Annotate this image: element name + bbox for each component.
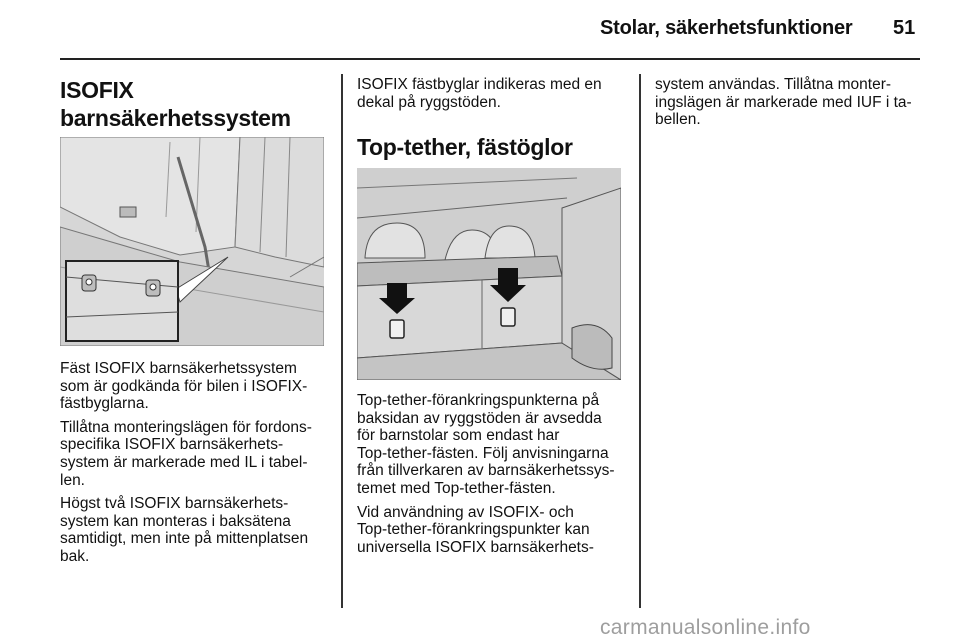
column-divider-2 (639, 74, 641, 608)
column-1-body (60, 360, 334, 572)
column-2-body (357, 392, 637, 562)
cargo-area-drawing (357, 168, 621, 380)
top-tether-paragraph-2: Vid användning av ISOFIX- och Top-tether-förankringspunkter kan universella ISOFIX barnsäkerhets- (357, 503, 594, 556)
running-header-title: Stolar, säkerhetsfunktioner (600, 17, 853, 39)
column-divider-1 (341, 74, 343, 608)
isofix-heading: ISOFIX barnsäkerhetssystem (60, 77, 291, 131)
column-3 (655, 76, 927, 135)
iuf-paragraph: system användas. Tillåtna monter- ingslägen är markerade med IUF i ta- bellen. (655, 76, 912, 129)
watermark: carmanualsonline.info (600, 616, 811, 639)
isofix-paragraph-1: Fäst ISOFIX barnsäkerhetssystem som är godkända för bilen i ISOFIX- fästbyglarna. (60, 360, 308, 413)
top-tether-heading: Top-tether, fästöglor (357, 134, 573, 161)
column-1 (60, 76, 332, 132)
rear-seat-drawing (60, 137, 324, 346)
isofix-seat-illustration (60, 137, 324, 346)
top-tether-illustration (357, 168, 621, 380)
header-rule (60, 58, 920, 60)
isofix-decal-note: ISOFIX fästbyglar indikeras med en dekal på ryggstöden. (357, 76, 602, 111)
page-number: 51 (893, 17, 916, 39)
column-2 (357, 76, 629, 161)
isofix-paragraph-3: Högst två ISOFIX barnsäkerhets- system kan monteras i baksätena samtidigt, men inte på mittenplatsen bak. (60, 495, 309, 565)
top-tether-paragraph-1: Top-tether-förankringspunkterna på baksidan av ryggstöden är avsedda för barnstolar som endast har Top-tether-fästen. Följ anvisningarna från tillverkaren av barnsäkerhetssys- temet med Top-tether-fästen. (357, 392, 615, 497)
isofix-paragraph-2: Tillåtna monteringslägen för fordons- specifika ISOFIX barnsäkerhets- system är markerade med IL i tabel- len. (60, 418, 312, 489)
